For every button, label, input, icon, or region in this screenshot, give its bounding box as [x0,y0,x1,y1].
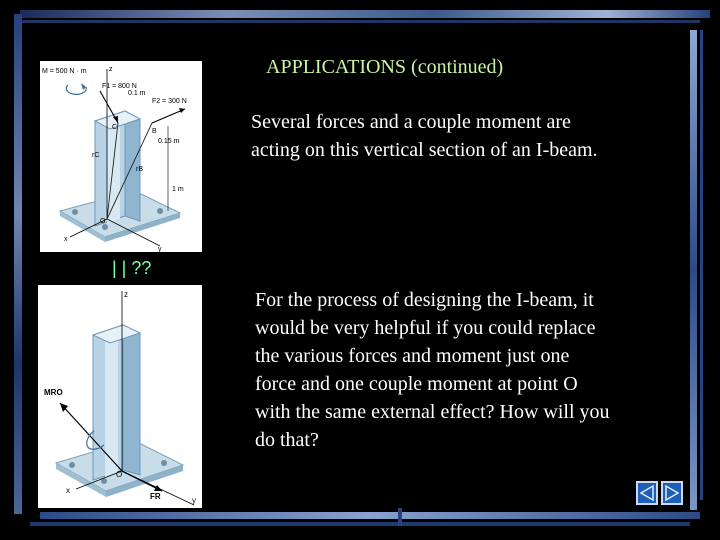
fig1-b-label: B [152,128,157,135]
ibeam-resultant-figure [38,285,202,508]
triangle-right-icon [663,483,681,503]
fig2-x-label: x [66,486,70,495]
fig1-c-label: C [112,124,118,131]
fig1-y-label: y [158,246,162,252]
fig1-dim-c: 1 m [172,186,184,193]
slide-title [266,56,503,79]
fig1-moment-label: M = 500 N · m [42,68,87,75]
fig1-rc-label: rC [92,152,100,159]
fig1-f2-label: F2 = 300 N [152,98,187,105]
bottom-frame-bar [40,512,700,519]
fig1-o-label: O [100,218,106,225]
title-rest: (continued) [406,56,504,78]
fig2-z-label: z [124,290,128,299]
fig1-dim-a: 0.1 m [128,90,146,97]
left-frame-bar [14,14,22,514]
fig1-rb-label: rB [136,166,143,173]
fig2-o-label: O [116,470,123,479]
paragraph-design: For the process of designing the I-beam, it would be very helpful if you could replace the various forces and moment just one force and one couple moment at point O with the same external effect? How will you do that? [255,289,610,451]
ibeam-forces-figure [40,61,202,252]
next-slide-button[interactable] [661,481,683,505]
fig1-dim-b: 0.15 m [158,138,180,145]
fig2-y-label: y [192,496,196,505]
previous-slide-button[interactable] [636,481,658,505]
top-frame-line [20,20,700,23]
question-marker: | | ?? [112,258,152,278]
fig1-z-label: z [109,66,113,73]
bottom-frame-tick [398,508,402,526]
top-frame-bar [20,10,710,18]
right-frame-line [700,30,703,500]
bottom-frame-line [30,522,690,526]
triangle-left-icon [638,483,656,503]
fig2-moment-label: MRO [44,388,63,397]
fig2-force-label: FR [150,492,161,501]
right-frame-bar [690,30,697,510]
fig1-x-label: x [64,236,68,243]
title-strong: APPLICATIONS [266,56,407,78]
fig1-f1-label: F1 = 800 N [102,83,137,90]
paragraph-forces: Several forces and a couple moment are acting on this vertical section of an I-beam. [251,111,598,161]
